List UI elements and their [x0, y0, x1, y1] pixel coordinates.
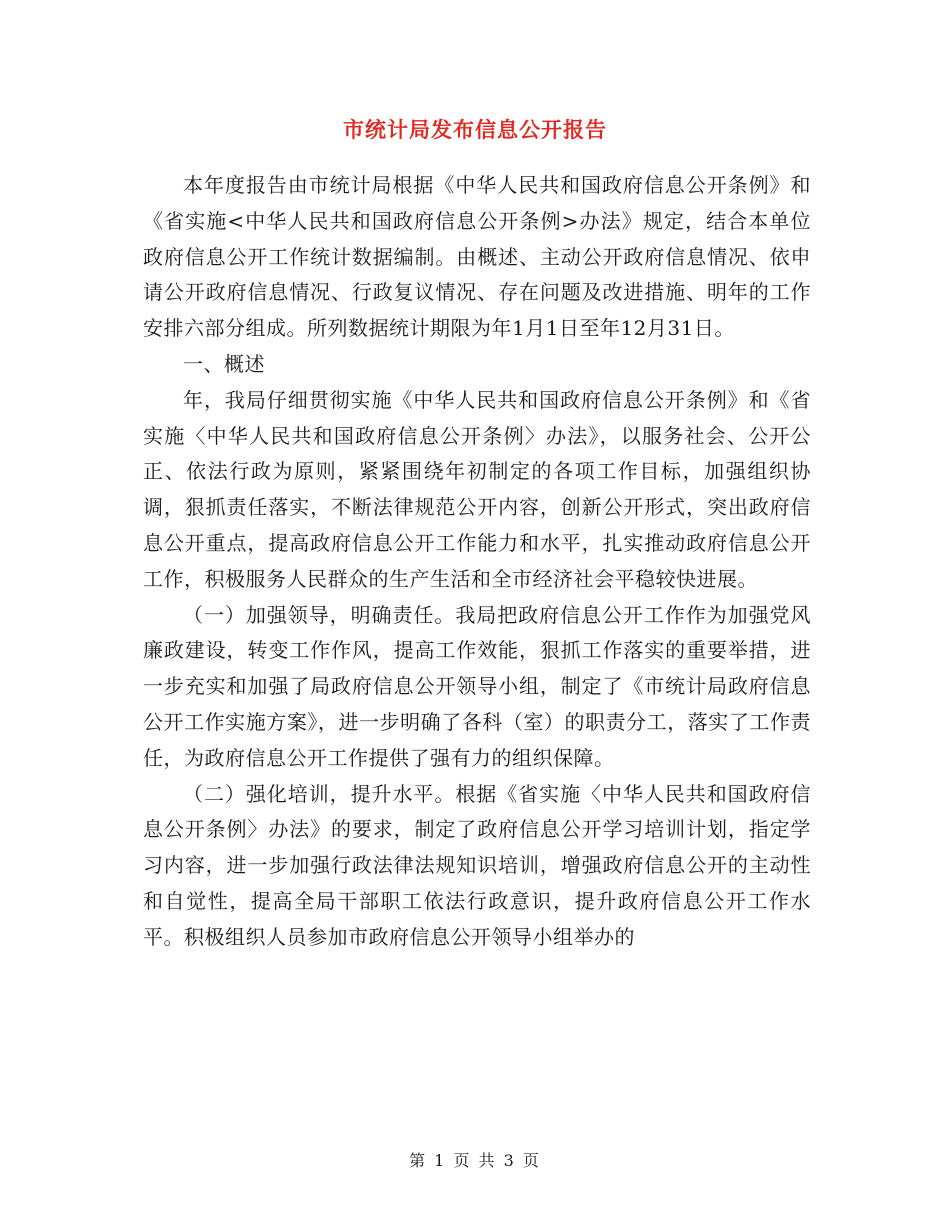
- paragraph-overview: 年，我局仔细贯彻实施《中华人民共和国政府信息公开条例》和《省实施〈中华人民共和国政府信息公开条例〉办法》，以服务社会、公开公正、依法行政为原则，紧紧围绕年初制定的各项工作目标，加强组织协调，狠抓责任落实，不断法律规范公开内容，创新公开形式，突出政府信息公开重点，提高政府信息公开工作能力和水平，扎实推动政府信息公开工作，积极服务人民群众的生产生活和全市经济社会平稳较快进展。: [143, 387, 811, 591]
- page-number-footer: 第 1 页 共 3 页: [409, 1151, 541, 1170]
- paragraph-intro: 本年度报告由市统计局根据《中华人民共和国政府信息公开条例》和《省实施<中华人民共和国政府信息公开条例>办法》规定，结合本单位政府信息公开工作统计数据编制。由概述、主动公开政府信息情况、依申请公开政府信息情况、行政复议情况、存在问题及改进措施、明年的工作安排六部分组成。所列数据统计期限为年1月1日至年12月31日。: [143, 173, 811, 341]
- document-title: 市统计局发布信息公开报告: [343, 117, 607, 142]
- section-heading-overview: 一、概述: [183, 351, 265, 376]
- document-body: [143, 168, 811, 956]
- paragraph-leadership: （一）加强领导，明确责任。我局把政府信息公开工作作为加强党风廉政建设，转变工作作风，提高工作效能，狠抓工作落实的重要举措，进一步充实和加强了局政府信息公开领导小组，制定了《市统计局政府信息公开工作实施方案》，进一步明确了各科（室）的职责分工，落实了工作责任，为政府信息公开工作提供了强有力的组织保障。: [143, 602, 811, 770]
- paragraph-training: （二）强化培训，提升水平。根据《省实施〈中华人民共和国政府信息公开条例〉办法》的要求，制定了政府信息公开学习培训计划，指定学习内容，进一步加强行政法律法规知识培训，增强政府信息公开的主动性和自觉性，提高全局干部职工依法行政意识，提升政府信息公开工作水平。积极组织人员参加市政府信息公开领导小组举办的: [143, 781, 811, 949]
